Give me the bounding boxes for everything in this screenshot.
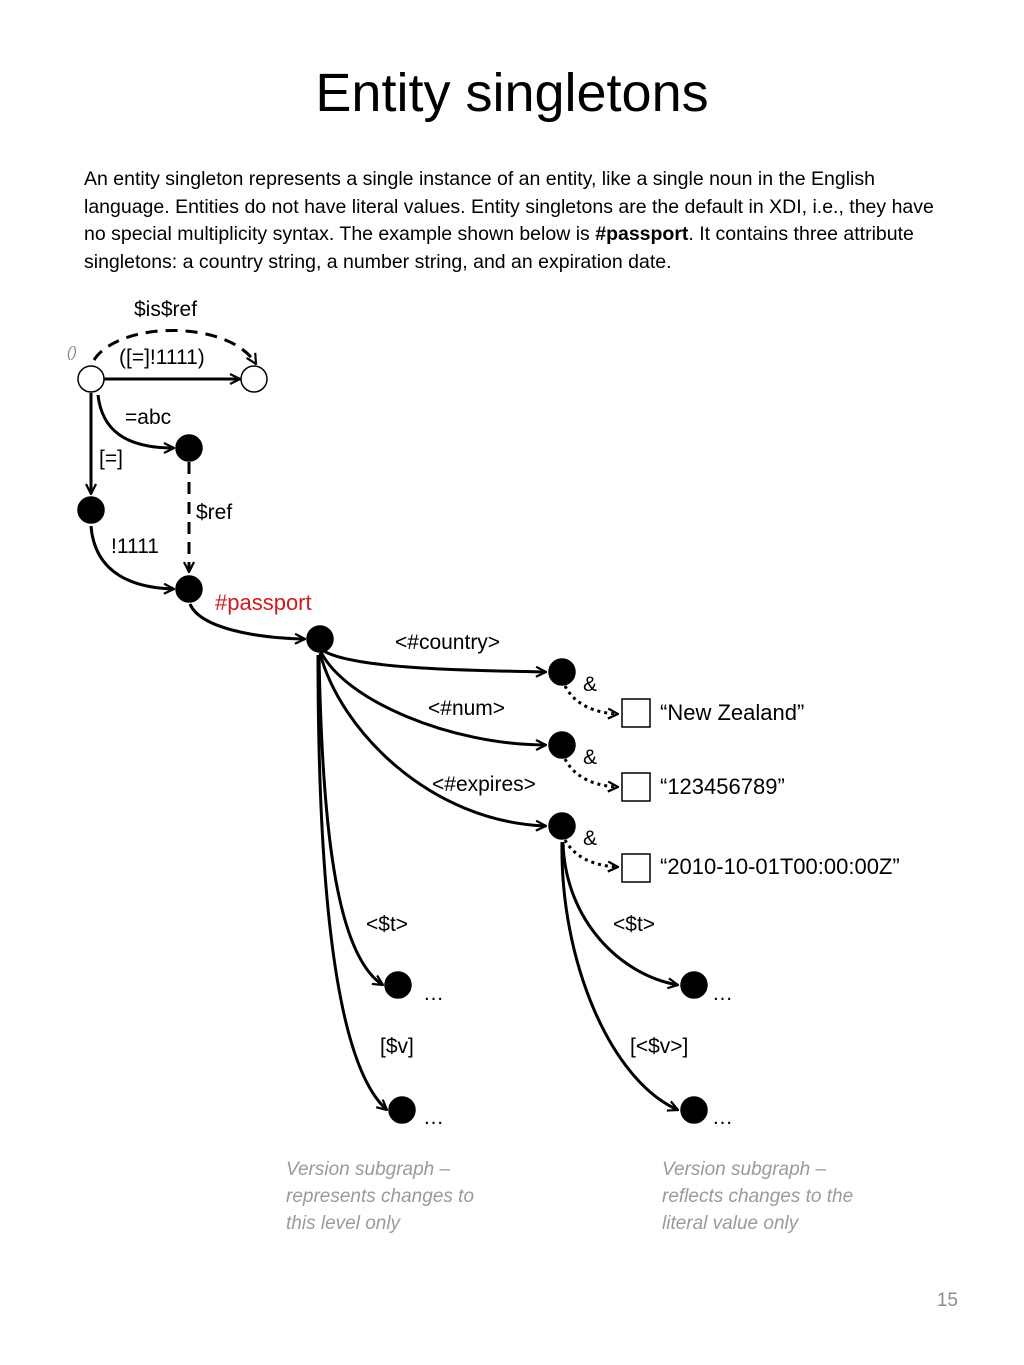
node-1111 bbox=[176, 576, 202, 602]
literal-num: “123456789” bbox=[660, 774, 785, 799]
peer-root-node bbox=[241, 366, 267, 392]
label-eq: [=] bbox=[99, 447, 123, 470]
page-number: 15 bbox=[936, 1290, 958, 1311]
note-left-line-1: Version subgraph – bbox=[286, 1159, 451, 1180]
literal-box-expires bbox=[622, 854, 650, 882]
node-expires bbox=[549, 813, 575, 839]
label-ref: $ref bbox=[196, 501, 233, 524]
ellipsis-v-left: … bbox=[423, 1106, 444, 1129]
label-v-left: [$v] bbox=[380, 1035, 414, 1058]
label-passport: #passport bbox=[215, 590, 312, 615]
literal-box-country bbox=[622, 699, 650, 727]
note-right-line-2: reflects changes to the bbox=[662, 1186, 854, 1207]
literal-country: “New Zealand” bbox=[660, 700, 805, 725]
label-expires: <#expires> bbox=[432, 773, 536, 796]
node-t-left bbox=[385, 972, 411, 998]
ellipsis-v-right: … bbox=[712, 1106, 733, 1129]
node-t-right bbox=[681, 972, 707, 998]
label-t-right: <$t> bbox=[613, 913, 656, 936]
intro-text-bold: #passport bbox=[595, 223, 689, 245]
label-1111: !1111 bbox=[111, 535, 159, 558]
intro-text-start: An entity singleton represents a single instance of an entity, like a single noun in the English language. Entities do not have literal values. Entity singletons are the default in XDI, i.e., they have no special multiplicity syntax. The example shown below is bbox=[84, 168, 934, 245]
label-country: <#country> bbox=[395, 631, 501, 654]
note-right-line-3: literal value only bbox=[662, 1213, 799, 1234]
label-amp-country: & bbox=[583, 673, 598, 696]
label-amp-num: & bbox=[583, 746, 598, 769]
label-num: <#num> bbox=[428, 697, 506, 720]
arc-v-left bbox=[318, 655, 387, 1110]
label-amp-expires: & bbox=[583, 827, 598, 850]
label-root-peer: ([=]!1111) bbox=[119, 346, 205, 369]
arc-expires bbox=[320, 653, 546, 826]
label-v-right: [<$v>] bbox=[630, 1035, 689, 1058]
node-v-left bbox=[389, 1097, 415, 1123]
node-passport bbox=[307, 626, 333, 652]
node-v-right bbox=[681, 1097, 707, 1123]
note-right-line-1: Version subgraph – bbox=[662, 1159, 827, 1180]
intro-text-end: . It contains three attribute singletons: a country string, a number string, and an expiration date. bbox=[84, 223, 914, 273]
node-eq bbox=[78, 497, 104, 523]
ellipsis-t-right: … bbox=[712, 982, 733, 1005]
label-t-left: <$t> bbox=[366, 913, 409, 936]
note-left-line-3: this level only bbox=[286, 1213, 401, 1234]
arc-v-right bbox=[562, 842, 678, 1110]
root-node bbox=[78, 366, 104, 392]
literal-box-num bbox=[622, 773, 650, 801]
label-abc: =abc bbox=[125, 406, 172, 429]
ellipsis-t-left: … bbox=[423, 982, 444, 1005]
root-label: () bbox=[67, 344, 77, 361]
page-title: Entity singletons bbox=[315, 63, 709, 123]
note-left-line-2: represents changes to bbox=[286, 1186, 475, 1207]
node-num bbox=[549, 732, 575, 758]
node-abc bbox=[176, 435, 202, 461]
label-is-ref: $is$ref bbox=[134, 298, 198, 321]
node-country bbox=[549, 659, 575, 685]
literal-expires: “2010-10-01T00:00:00Z” bbox=[660, 854, 900, 879]
